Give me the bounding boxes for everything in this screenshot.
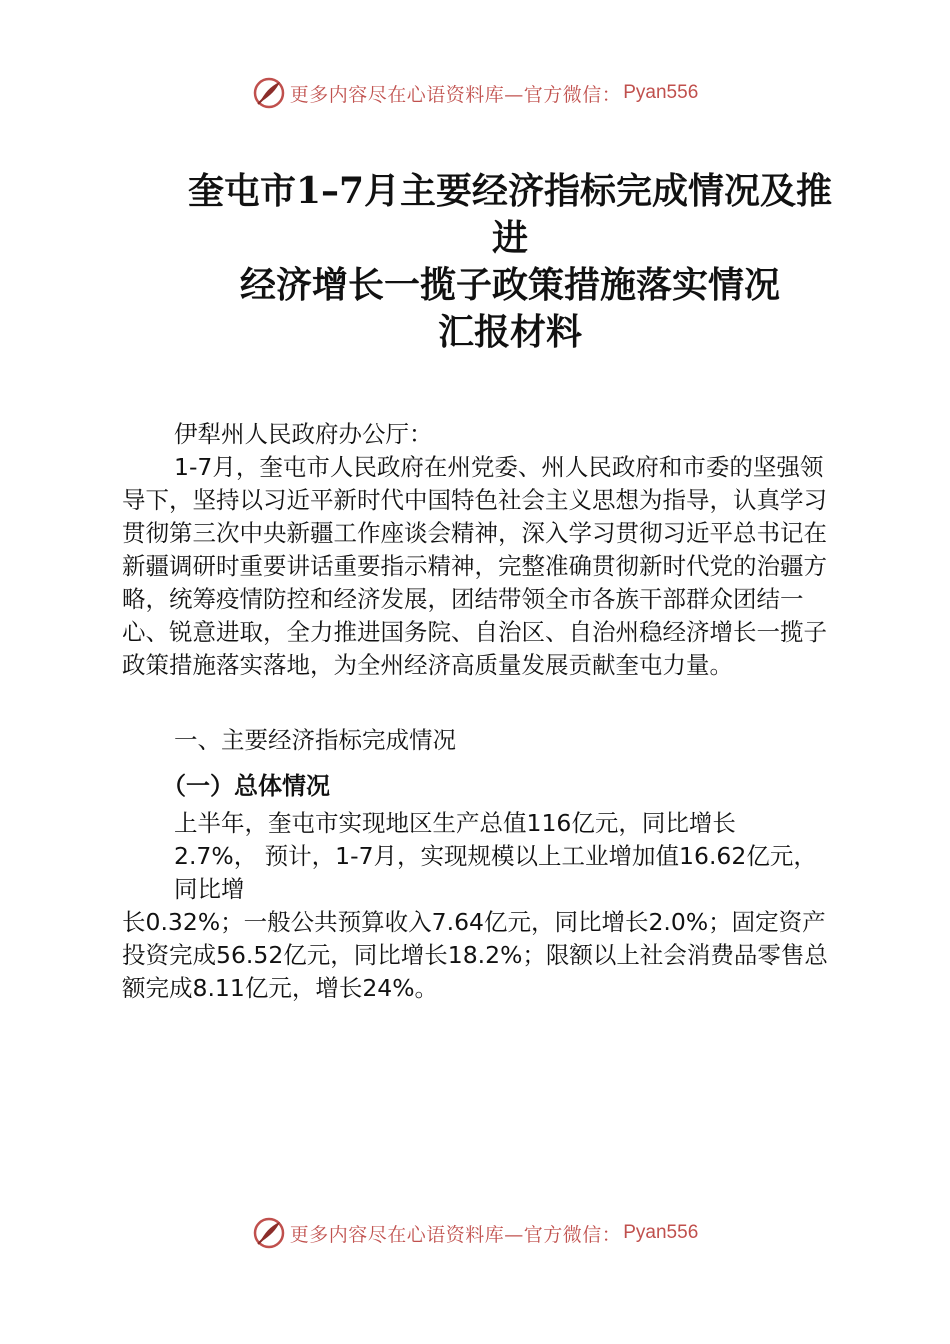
intro-paragraph-text: 1-7月，奎屯市人民政府在州党委、州人民政府和市委的坚强领导下，坚持以习近平新时代中国特色社会主义思想为指导，认真学习贯彻第三次中央新疆工作座谈会精神，深入学习贯彻习近平总书记在新疆调研时重要讲话重要指示精神，完整准确贯彻新时代党的治疆方略，统筹疫情防控和经济发展，团结带领全市各族干部群众团结一心、锐意进取，全力推进国务院、自治区、自治州稳经济增长一揽子政策措施落实落地，为全州经济高质量发展贡献奎屯力量。 bbox=[122, 453, 827, 679]
overall-line-3: 同比增 bbox=[174, 875, 245, 903]
salutation bbox=[122, 418, 842, 451]
title-line-1: 奎屯市1–7月主要经济指标完成情况及推 bbox=[187, 170, 833, 212]
watermark-text: 更多内容尽在心语资料库—官方微信： bbox=[289, 1223, 622, 1246]
watermark-wechat-id: Pyan556 bbox=[623, 1222, 699, 1243]
quill-logo-icon bbox=[252, 76, 286, 110]
intro-paragraph bbox=[122, 451, 842, 682]
section-heading bbox=[122, 724, 842, 757]
overall-line-1: 上半年，奎屯市实现地区生产总值116亿元，同比增长 bbox=[174, 809, 736, 837]
title-line-3: 经济增长一揽子政策措施落实情况 bbox=[239, 264, 780, 306]
overall-line-2: 2.7%， 预计，1-7月，实现规模以上工业增加值16.62亿元， bbox=[174, 842, 817, 870]
overall-rest: 长0.32%；一般公共预算收入7.64亿元，同比增长2.0%；固定资产投资完成56.52亿元，同比增长18.2%；限额以上社会消费品零售总额完成8.11亿元，增长24%。 bbox=[122, 908, 828, 1002]
salutation-text: 伊犁州人民政府办公厅： bbox=[174, 420, 433, 448]
watermark-footer bbox=[0, 1216, 950, 1250]
watermark-text: 更多内容尽在心语资料库—官方微信： bbox=[289, 83, 622, 106]
document-title bbox=[180, 168, 840, 356]
subsection-heading-text: （一）总体情况 bbox=[162, 772, 330, 800]
subsection-heading bbox=[122, 770, 842, 803]
watermark-header bbox=[0, 76, 950, 110]
section-heading-text: 一、主要经济指标完成情况 bbox=[174, 726, 456, 754]
title-line-2: 进 bbox=[491, 217, 528, 259]
watermark-wechat-id: Pyan556 bbox=[623, 82, 699, 103]
quill-logo-icon bbox=[252, 1216, 286, 1250]
title-line-4: 汇报材料 bbox=[437, 311, 582, 353]
overall-paragraph bbox=[122, 807, 842, 1005]
